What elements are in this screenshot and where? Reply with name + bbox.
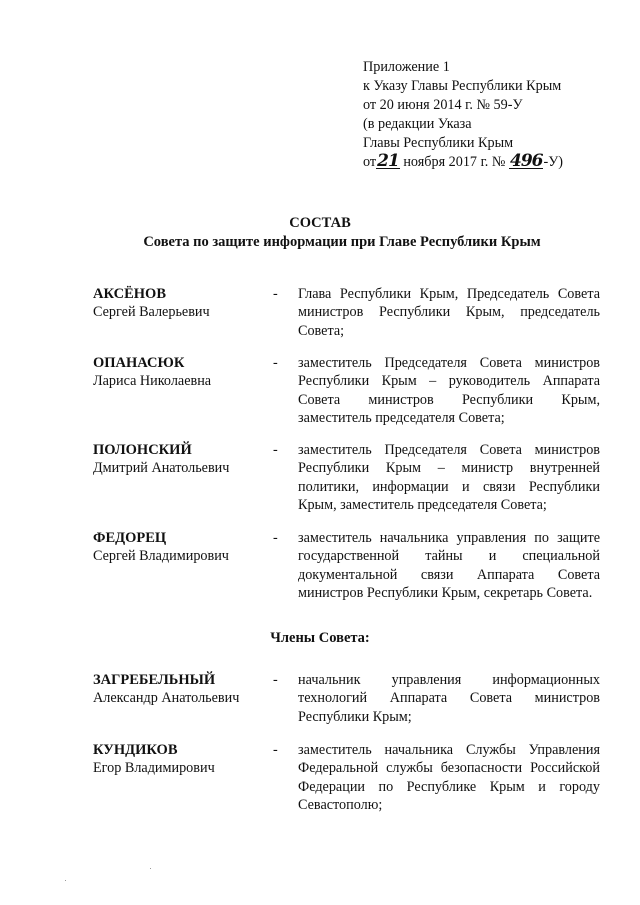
person-surname: ОПАНАСЮК (93, 355, 185, 371)
person-given-name: Егор Владимирович (93, 760, 215, 776)
dash-separator: - (273, 286, 278, 302)
members-heading: Члены Совета: (270, 630, 370, 646)
appendix-date-line (363, 153, 563, 172)
handwritten-day: 21 (377, 151, 399, 171)
scan-speck (65, 880, 66, 881)
dash-separator: - (273, 530, 278, 546)
person-surname: ЗАГРЕБЕЛЬНЫЙ (93, 672, 216, 688)
person-role: заместитель начальника Службы Управления Федеральной службы безопасности Российской Федерации по Республике Крым и городу Севастополю; (298, 742, 600, 813)
person-surname: КУНДИКОВ (93, 742, 178, 758)
person-surname: АКСЁНОВ (93, 286, 166, 302)
appendix-line: от 20 июня 2014 г. № 59-У (363, 97, 523, 113)
person-role: заместитель начальника управления по защите государственной тайны и специальной документальной связи Аппарата Совета министров Республики Крым, секретарь Совета. (298, 530, 600, 601)
dash-separator: - (273, 672, 278, 688)
person-role: начальник управления информационных технологий Аппарата Совета министров Республики Крым; (298, 672, 600, 725)
person-given-name: Александр Анатольевич (93, 690, 240, 706)
person-surname: ПОЛОНСКИЙ (93, 442, 192, 458)
appendix-line: Главы Республики Крым (363, 135, 514, 151)
scan-speck (150, 868, 151, 869)
person-given-name: Дмитрий Анатольевич (93, 460, 230, 476)
dash-separator: - (273, 442, 278, 458)
appendix-block (363, 58, 563, 172)
person-surname: ФЕДОРЕЦ (93, 530, 167, 546)
person-role: заместитель Председателя Совета министров Республики Крым – руководитель Аппарата Совета министров Республики Крым, заместитель председателя Совета; (298, 355, 600, 426)
handwritten-number: 496 (509, 151, 543, 171)
document-title: СОСТАВ (289, 215, 351, 231)
person-role: заместитель Председателя Совета министров Республики Крым – министр внутренней политики, информации и связи Республики Крым, заместитель председателя Совета; (298, 442, 600, 513)
document-subtitle: Совета по защите информации при Главе Республики Крым (143, 234, 541, 250)
person-role: Глава Республики Крым, Председатель Совета министров Республики Крым, председатель Совета; (298, 286, 600, 339)
appendix-date-middle: ноября 2017 г. № (399, 154, 509, 170)
person-given-name: Сергей Владимирович (93, 548, 229, 564)
person-given-name: Сергей Валерьевич (93, 304, 210, 320)
appendix-line: Приложение 1 (363, 59, 450, 75)
appendix-line: к Указу Главы Республики Крым (363, 78, 562, 94)
dash-separator: - (273, 742, 278, 758)
appendix-date-suffix: -У) (543, 154, 563, 170)
appendix-line: (в редакции Указа (363, 116, 472, 132)
person-given-name: Лариса Николаевна (93, 373, 212, 389)
appendix-date-prefix: от (363, 154, 377, 170)
dash-separator: - (273, 355, 278, 371)
